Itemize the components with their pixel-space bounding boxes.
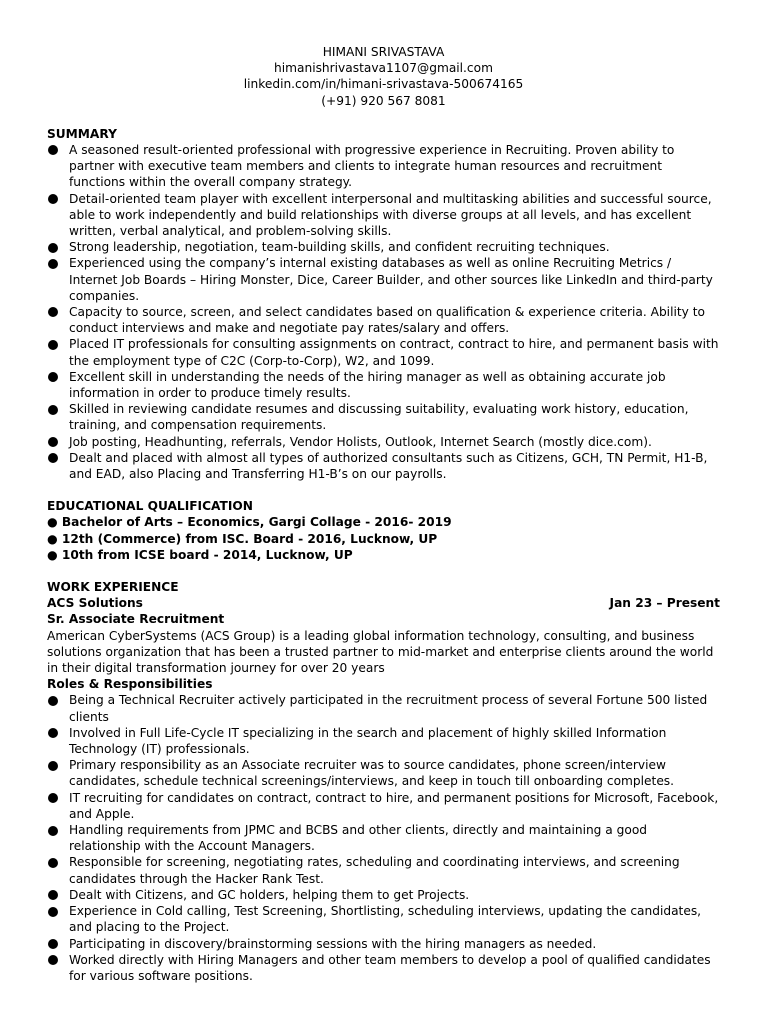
responsibility-item: Being a Technical Recruiter actively participated in the recruitment process of several Fortune 500 listed clients	[47, 692, 720, 724]
responsibilities-list	[47, 692, 720, 984]
roles-title: Roles & Responsibilities	[47, 677, 213, 692]
summary-list	[47, 142, 720, 482]
linkedin-url: linkedin.com/in/himani-srivastava-500674165	[243, 77, 524, 92]
education-list	[47, 514, 720, 563]
job-dates: Jan 23 – Present	[609, 596, 720, 611]
responsibility-item: IT recruiting for candidates on contract, contract to hire, and permanent positions for Microsoft, Facebook, and Apple.	[47, 790, 720, 822]
company-name: ACS Solutions	[47, 596, 143, 611]
responsibility-item: Experience in Cold calling, Test Screening, Shortlisting, scheduling interviews, updating the candidates, and placing to the Project.	[47, 903, 720, 935]
responsibility-item: Handling requirements from JPMC and BCBS and other clients, directly and maintaining a good relationship with the Account Managers.	[47, 822, 720, 854]
summary-item: Detail-oriented team player with excellent interpersonal and multitasking abilities and successful source, able to work independently and build relationships with diverse groups at all levels, and has excellent written, verbal analytical, and problem-solving skills.	[47, 191, 720, 240]
summary-item: Strong leadership, negotiation, team-building skills, and confident recruiting techniques.	[47, 239, 720, 255]
summary-item: Excellent skill in understanding the needs of the hiring manager as well as obtaining accurate job information in order to produce timely results.	[47, 369, 720, 401]
phone-number: (+91) 920 567 8081	[321, 93, 446, 108]
job-role: Sr. Associate Recruitment	[47, 612, 225, 627]
education-title: EDUCATIONAL QUALIFICATION	[47, 499, 253, 514]
job-header-row	[47, 595, 720, 611]
responsibility-item: Dealt with Citizens, and GC holders, helping them to get Projects.	[47, 887, 720, 903]
summary-item: Capacity to source, screen, and select candidates based on qualification & experience criteria. Ability to conduct interviews and make and negotiate pay rates/salary and offers.	[47, 304, 720, 336]
responsibility-item: Involved in Full Life-Cycle IT specializing in the search and placement of highly skilled Information Technology (IT) professionals.	[47, 725, 720, 757]
summary-title: SUMMARY	[47, 126, 117, 141]
responsibility-item: Responsible for screening, negotiating rates, scheduling and coordinating interviews, and screening candidates through the Hacker Rank Test.	[47, 854, 720, 886]
work-experience-title: WORK EXPERIENCE	[47, 580, 179, 595]
summary-item: A seasoned result-oriented professional with progressive experience in Recruiting. Proven ability to partner with executive team members and clients to integrate human resources and recruitment functions within the overall company strategy.	[47, 142, 720, 191]
contact-header	[47, 44, 720, 109]
summary-item: Placed IT professionals for consulting assignments on contract, contract to hire, and permanent basis with the employment type of C2C (Corp-to-Corp), W2, and 1099.	[47, 336, 720, 368]
responsibility-item: Participating in discovery/brainstorming sessions with the hiring managers as needed.	[47, 936, 720, 952]
education-item: ● Bachelor of Arts – Economics, Gargi Collage - 2016- 2019	[47, 515, 452, 530]
email-address: himanishrivastava1107@gmail.com	[274, 61, 493, 76]
company-description: American CyberSystems (ACS Group) is a leading global information technology, consulting, and business solutions organization that has been a trusted partner to mid-market and enterprise clients around the world in their digital transformation journey for over 20 years	[47, 628, 714, 676]
summary-item: Dealt and placed with almost all types of authorized consultants such as Citizens, GCH, TN Permit, H1-B, and EAD, also Placing and Transferring H1-B’s on our payrolls.	[47, 450, 720, 482]
responsibility-item: Primary responsibility as an Associate recruiter was to source candidates, phone screen/interview candidates, schedule technical screenings/interviews, and keep in touch till onboarding completes.	[47, 757, 720, 789]
candidate-name: HIMANI SRIVASTAVA	[322, 45, 445, 59]
summary-item: Skilled in reviewing candidate resumes and discussing suitability, evaluating work history, education, training, and compensation requirements.	[47, 401, 720, 433]
summary-item: Experienced using the company’s internal existing databases as well as online Recruiting Metrics / Internet Job Boards – Hiring Monster, Dice, Career Builder, and other sources like LinkedIn and third-party companies.	[47, 255, 720, 304]
education-item: ● 12th (Commerce) from ISC. Board - 2016, Lucknow, UP	[47, 531, 438, 546]
summary-item: Job posting, Headhunting, referrals, Vendor Holists, Outlook, Internet Search (mostly dice.com).	[47, 434, 720, 450]
responsibility-item: Worked directly with Hiring Managers and other team members to develop a pool of qualified candidates for various software positions.	[47, 952, 720, 984]
education-item: ● 10th from ICSE board - 2014, Lucknow, UP	[47, 547, 353, 562]
